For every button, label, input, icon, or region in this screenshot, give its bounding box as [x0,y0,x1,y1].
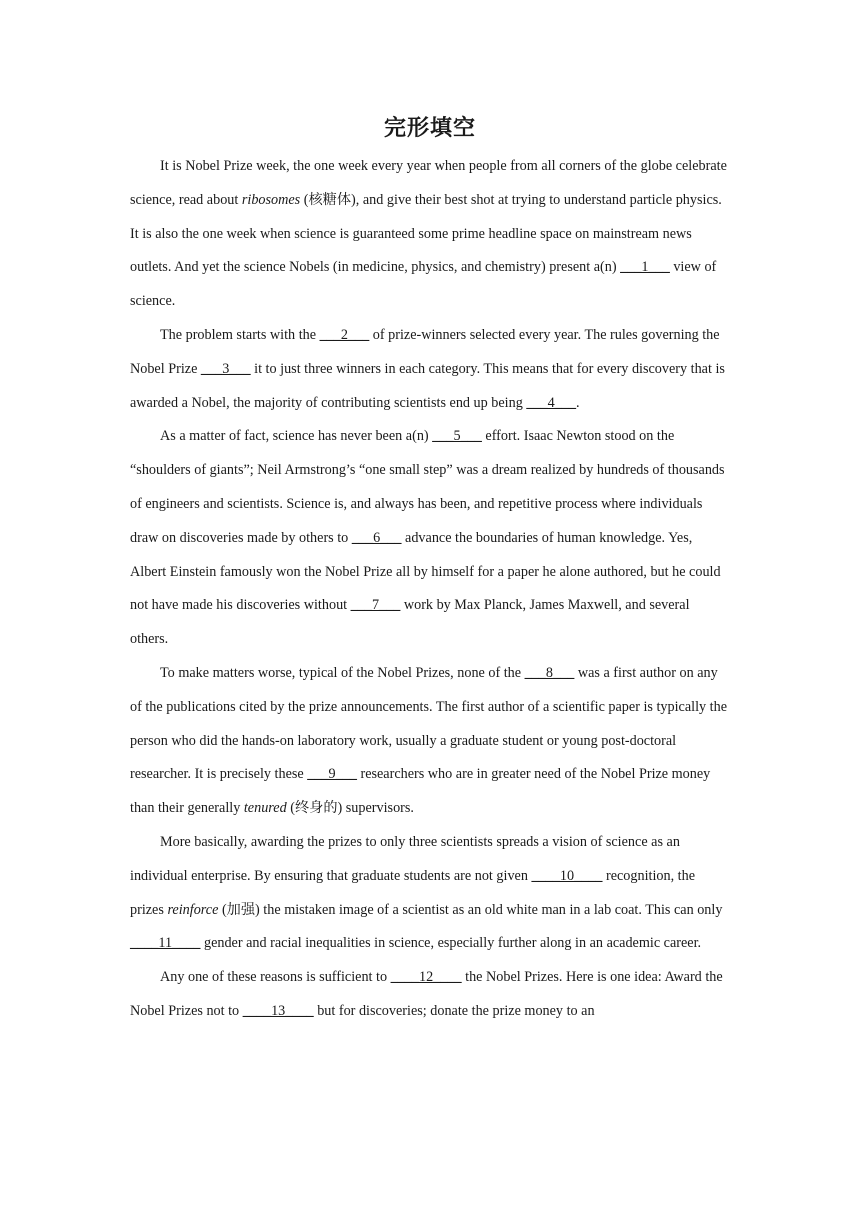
answer-blank: ____10____ [531,867,603,884]
answer-blank: ___8___ [524,664,575,681]
text-segment: . [576,394,580,411]
answer-blank: ___6___ [351,529,402,546]
text-segment: It is Nobel Prize week, the one week every year when people from all corners of the globe celebrate science, read about [130,158,727,208]
page-title: 完形填空 [383,115,476,141]
text-segment: (加强) the mistaken image of a scientist as an old white man in a lab coat. This can only [218,901,723,918]
text-segment: recognition, the prizes [130,867,696,918]
answer-blank: ____13____ [242,1002,314,1019]
paragraph [130,961,728,1029]
paragraph [130,319,728,420]
text-segment: was a first author on any of the publications cited by the prize announcements. The first author of a scientific paper is typically the person who did the hands-on laboratory work, usually a graduate student or young post-doctoral researcher. It is precisely these [130,664,727,783]
answer-blank: ___3___ [200,360,251,377]
answer-blank: ____11____ [130,935,201,952]
text-segment: it to just three winners in each category. This means that for every discovery that is awarded a Nobel, the majority of contributing scientists end up being [130,360,725,411]
text-segment: gender and racial inequalities in science, especially further along in an academic career. [200,935,702,952]
text-segment: advance the boundaries of human knowledge. Yes, Albert Einstein famously won the Nobel Prize all by himself for a paper he alone authored, but he could not have made his discoveries without [130,529,721,614]
text-segment: The problem starts with the [160,326,320,343]
answer-blank: ___7___ [350,597,401,614]
text-segment: More basically, awarding the prizes to only three scientists spreads a vision of science as an individual enterprise. By ensuring that graduate students are not given [130,833,680,884]
answer-blank: ___5___ [432,428,482,445]
text-segment: but for discoveries; donate the prize money to an [313,1002,595,1019]
text-segment: view of science. [130,259,717,310]
paragraph [130,420,728,657]
text-segment: (核糖体), and give their best shot at trying to understand particle physics. It is also the one week when science is guaranteed some prime headline space on mainstream news outlets. And yet the science Nobels (in medicine, physics, and chemistry) present a(n) [130,191,722,276]
paragraph [130,657,728,826]
passage [130,150,728,1029]
text-segment: researchers who are in greater need of the Nobel Prize money than their generally [130,766,711,817]
text-segment: effort. Isaac Newton stood on the “shoulders of giants”; Neil Armstrong’s “one small step” was a dream realized by hundreds of thousands of engineers and scientists. Science is, and always has been, and repetitive process where individuals draw on discoveries made by others to [130,428,725,546]
answer-blank: ___4___ [526,394,577,411]
paragraph [130,150,728,319]
text-segment: the Nobel Prizes. Here is one idea: Award the Nobel Prizes not to [130,969,723,1019]
answer-blank: ___9___ [307,766,357,783]
text-segment: of prize-winners selected every year. The rules governing the Nobel Prize [130,326,720,377]
paragraph [130,826,728,961]
italic-term: reinforce [167,901,219,918]
italic-term: ribosomes [241,191,301,208]
text-segment: work by Max Planck, James Maxwell, and several others. [130,597,690,648]
answer-blank: ___2___ [319,326,370,343]
text-segment: To make matters worse, typical of the Nobel Prizes, none of the [160,664,525,681]
answer-blank: ___1___ [620,259,670,276]
text-segment: As a matter of fact, science has never been a(n) [160,428,433,445]
italic-term: tenured [243,800,287,817]
answer-blank: ____12____ [390,969,462,986]
text-segment: (终身的) supervisors. [286,800,414,817]
text-segment: Any one of these reasons is sufficient to [160,969,391,986]
